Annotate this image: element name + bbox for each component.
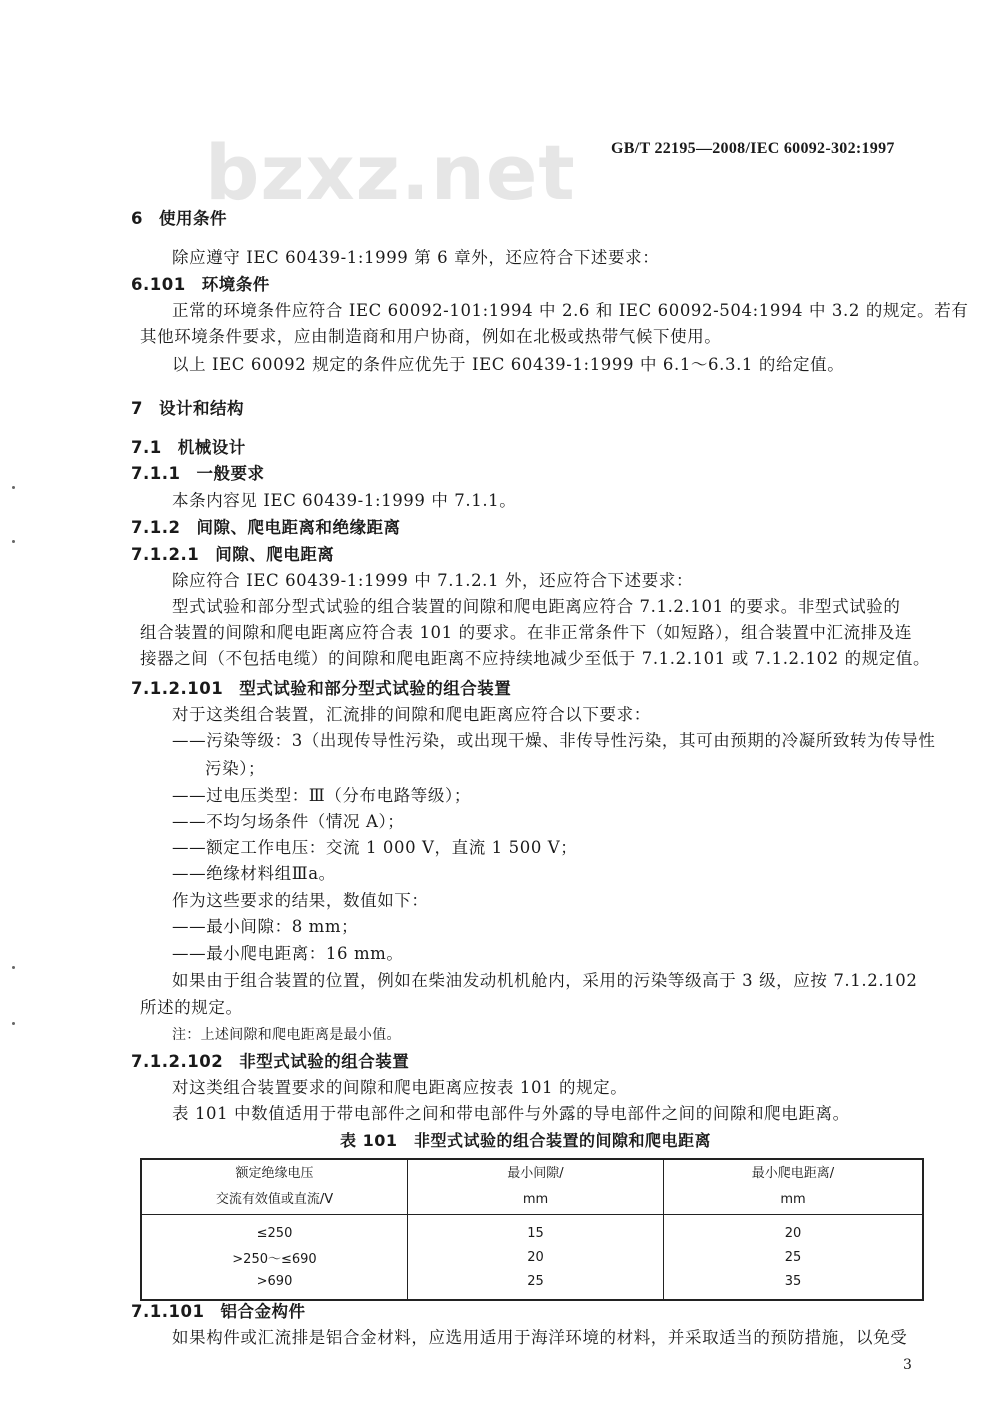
clause-title: 非型式试验的组合装置 xyxy=(239,1052,410,1071)
clause-title: 间隙、爬电距离和绝缘距离 xyxy=(196,518,401,537)
clause-6-101-heading xyxy=(131,271,270,295)
section-title: 设计和结构 xyxy=(158,399,244,418)
paragraph-line: 所述的规定。 xyxy=(140,998,243,1017)
paragraph-line: 其他环境条件要求，应由制造商和用户协商，例如在北极或热带气候下使用。 xyxy=(140,327,722,346)
header-line: 最小间隙/ xyxy=(507,1166,564,1181)
clause-number: 7.1.101 xyxy=(131,1302,205,1321)
list-item: ——过电压类型：Ⅲ（分布电路等级）； xyxy=(172,786,471,805)
clause-7-1-2-heading xyxy=(131,514,400,538)
paragraph: 作为这些要求的结果，数值如下： xyxy=(172,891,429,910)
scan-speck xyxy=(12,1022,15,1025)
paragraph: 对于这类组合装置，汇流排的间隙和爬电距离应符合以下要求： xyxy=(172,705,651,724)
table-cell: 15 xyxy=(408,1215,664,1246)
clause-7-1-heading xyxy=(131,434,246,458)
clause-title: 铝合金构件 xyxy=(220,1302,306,1321)
paragraph: 对这类组合装置要求的间隙和爬电距离应按表 101 的规定。 xyxy=(172,1078,628,1097)
clause-7-1-2-102-heading xyxy=(131,1048,409,1072)
clause-7-1-101-heading xyxy=(131,1298,305,1322)
list-item: ——最小间隙：8 mm； xyxy=(172,917,359,936)
paragraph-line: 如果构件或汇流排是铝合金材料，应选用适用于海洋环境的材料，并采取适当的预防措施，以免受 xyxy=(172,1328,908,1347)
paragraph-line: 接器之间（不包括电缆）的间隙和爬电距离不应持续地减少至低于 7.1.2.101 或 7.1.2.102 的规定值。 xyxy=(140,649,931,668)
list-item: ——不均匀场条件（情况 A）； xyxy=(172,812,405,831)
paragraph: 除应符合 IEC 60439-1:1999 中 7.1.2.1 外，还应符合下述要求： xyxy=(172,571,694,590)
table-cell: 20 xyxy=(784,1225,802,1241)
paragraph-line: 如果由于组合装置的位置，例如在柴油发动机机舱内，采用的污染等级高于 3 级，应按 7.1.2.102 xyxy=(172,971,918,990)
clause-number: 7.1.2.101 xyxy=(131,679,224,698)
paragraph: 表 101 中数值适用于带电部件之间和带电部件与外露的导电部件之间的间隙和爬电距离。 xyxy=(172,1104,850,1123)
table-row xyxy=(141,1215,923,1246)
section-number: 6 xyxy=(131,209,143,228)
table-header-cell xyxy=(141,1159,408,1215)
clause-title: 机械设计 xyxy=(177,438,246,457)
table-header-cell xyxy=(408,1159,664,1215)
section-7-heading xyxy=(131,395,244,419)
paragraph: 本条内容见 IEC 60439-1:1999 中 7.1.1。 xyxy=(172,491,517,510)
table-cell: ≤250 xyxy=(141,1215,408,1246)
table-row xyxy=(141,1269,923,1300)
table-cell: 20 xyxy=(408,1245,664,1269)
header-line: 交流有效值或直流/V xyxy=(215,1192,334,1207)
list-item: ——绝缘材料组Ⅲa。 xyxy=(172,864,336,883)
table-cell: >250～≤690 xyxy=(141,1245,408,1269)
list-item: ——额定工作电压：交流 1 000 V，直流 1 500 V； xyxy=(172,838,578,857)
list-item-continuation: 污染）； xyxy=(205,759,266,778)
clause-7-1-2-101-heading xyxy=(131,675,511,699)
clause-7-1-2-1-heading xyxy=(131,541,334,565)
clause-number: 7.1.1 xyxy=(131,464,181,483)
section-6-heading xyxy=(131,205,227,229)
note: 注：上述间隙和爬电距离是最小值。 xyxy=(172,1027,401,1043)
clause-number: 7.1.2.1 xyxy=(131,545,200,564)
scan-speck xyxy=(12,540,15,543)
page-number: 3 xyxy=(903,1357,912,1373)
table-cell: 25 xyxy=(784,1249,802,1265)
clause-title: 环境条件 xyxy=(201,275,270,294)
paragraph-line: 组合装置的间隙和爬电距离应符合表 101 的要求。在非正常条件下（如短路），组合装置中汇流排及连 xyxy=(140,623,913,642)
paragraph-line: 型式试验和部分型式试验的组合装置的间隙和爬电距离应符合 7.1.2.101 的要求。非型式试验的 xyxy=(172,597,901,616)
clause-title: 一般要求 xyxy=(196,464,265,483)
clause-number: 7.1 xyxy=(131,438,162,457)
watermark: bzxz.net xyxy=(205,128,576,217)
header-line: 额定绝缘电压 xyxy=(235,1166,314,1181)
scan-speck xyxy=(12,486,15,489)
list-item: ——污染等级：3（出现传导性污染，或出现干燥、非传导性污染，其可由预期的冷凝所致转为传导性 xyxy=(172,731,936,750)
paragraph: 除应遵守 IEC 60439-1:1999 第 6 章外，还应符合下述要求： xyxy=(172,248,660,267)
clause-title: 型式试验和部分型式试验的组合装置 xyxy=(239,679,512,698)
section-title: 使用条件 xyxy=(158,209,227,228)
list-item: ——最小爬电距离：16 mm。 xyxy=(172,944,404,963)
table-header-cell xyxy=(664,1159,924,1215)
paragraph: 以上 IEC 60092 规定的条件应优先于 IEC 60439-1:1999 中 6.1～6.3.1 的给定值。 xyxy=(172,355,845,374)
clause-title: 间隙、爬电距离 xyxy=(215,545,335,564)
clause-7-1-1-heading xyxy=(131,460,264,484)
paragraph-line: 正常的环境条件应符合 IEC 60092-101:1994 中 2.6 和 IEC 60092-504:1994 中 3.2 的规定。若有 xyxy=(172,301,969,320)
header-line: mm xyxy=(522,1192,549,1207)
table-row xyxy=(141,1245,923,1269)
scan-speck xyxy=(12,966,15,969)
table-cell: 35 xyxy=(784,1273,802,1289)
header-line: 最小爬电距离/ xyxy=(751,1166,835,1181)
clause-number: 7.1.2.102 xyxy=(131,1052,224,1071)
table-101 xyxy=(140,1158,924,1301)
header-line: mm xyxy=(780,1192,806,1207)
clause-number: 6.101 xyxy=(131,275,186,294)
table-cell: 25 xyxy=(408,1269,664,1300)
standard-code: GB/T 22195—2008/IEC 60092-302:1997 xyxy=(611,140,895,157)
section-number: 7 xyxy=(131,399,143,418)
table-cell: >690 xyxy=(141,1269,408,1300)
table-caption: 表 101 非型式试验的组合装置的间隙和爬电距离 xyxy=(340,1131,711,1150)
clause-number: 7.1.2 xyxy=(131,518,181,537)
